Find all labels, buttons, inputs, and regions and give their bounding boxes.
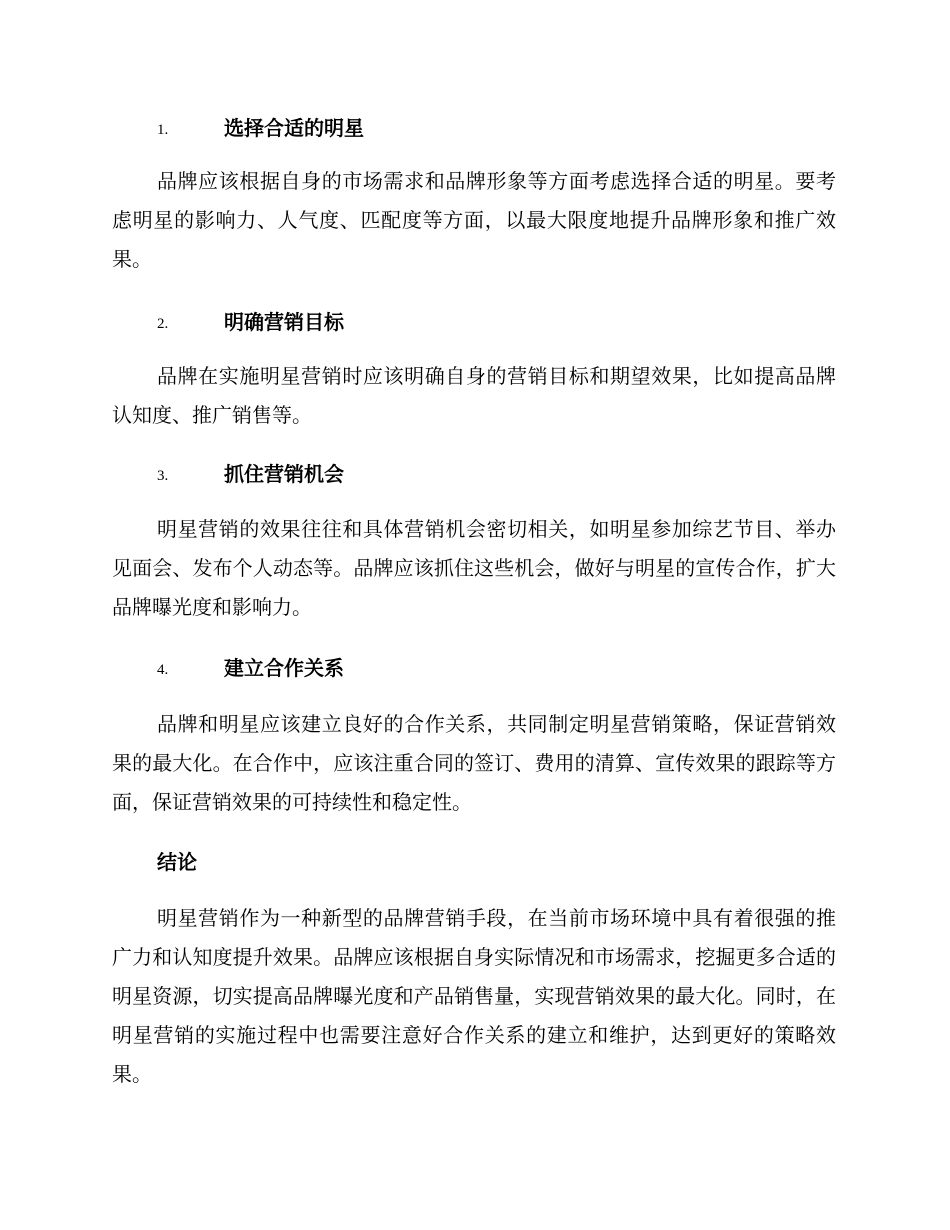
section-number: 1. <box>157 122 169 138</box>
section-title: 抓住营销机会 <box>224 462 344 486</box>
section-heading <box>0 460 950 490</box>
section-title: 明确营销目标 <box>224 310 344 334</box>
section-paragraph: 品牌在实施明星营销时应该明确自身的营销目标和期望效果，比如提高品牌认知度、推广销售等。 <box>112 364 836 427</box>
section-heading <box>0 114 950 144</box>
section-title: 建立合作关系 <box>224 656 344 680</box>
section-paragraph: 品牌和明星应该建立良好的合作关系，共同制定明星营销策略，保证营销效果的最大化。在合作中，应该注重合同的签订、费用的清算、宣传效果的跟踪等方面，保证营销效果的可持续性和稳定性。 <box>112 712 836 814</box>
section-heading <box>0 654 950 684</box>
conclusion-paragraph: 明星营销作为一种新型的品牌营销手段，在当前市场环境中具有着很强的推广力和认知度提升效果。品牌应该根据自身实际情况和市场需求，挖掘更多合适的明星资源，切实提高品牌曝光度和产品销售量，实现营销效果的最大化。同时，在明星营销的实施过程中也需要注意好合作关系的建立和维护，达到更好的策略效果。 <box>112 906 836 1086</box>
section-heading <box>0 308 950 338</box>
section-number: 3. <box>157 468 169 484</box>
section-paragraph: 明星营销的效果往往和具体营销机会密切相关，如明星参加综艺节目、举办见面会、发布个人动态等。品牌应该抓住这些机会，做好与明星的宣传合作，扩大品牌曝光度和影响力。 <box>112 517 836 619</box>
conclusion-title: 结论 <box>157 850 197 874</box>
conclusion-heading <box>0 848 950 878</box>
section-number: 4. <box>157 662 169 678</box>
section-title: 选择合适的明星 <box>224 116 364 140</box>
section-paragraph: 品牌应该根据自身的市场需求和品牌形象等方面考虑选择合适的明星。要考虑明星的影响力、人气度、匹配度等方面，以最大限度地提升品牌形象和推广效果。 <box>112 169 836 271</box>
section-number: 2. <box>157 316 169 332</box>
